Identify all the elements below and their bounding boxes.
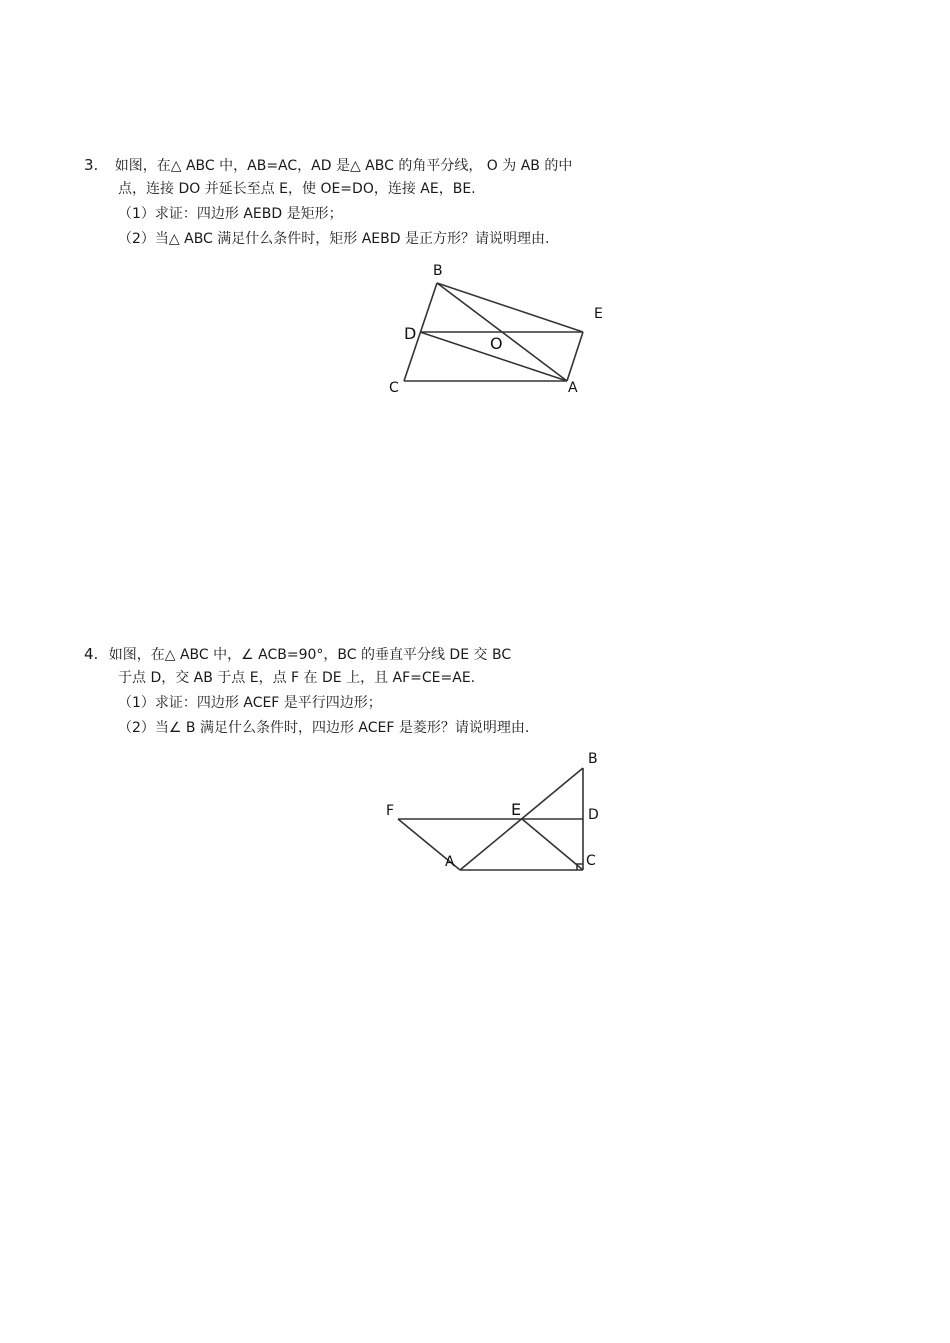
problem-4-line-1 xyxy=(84,645,511,664)
label-c: C xyxy=(586,853,596,869)
problem-4-figure xyxy=(380,745,620,885)
label-c: C xyxy=(389,380,399,396)
problem-3-line-1 xyxy=(84,156,572,175)
problem-3-part-1: （1）求证：四边形 AEBD 是矩形； xyxy=(118,206,343,222)
segment-ea xyxy=(567,332,583,381)
label-f: F xyxy=(386,803,395,819)
segment-be xyxy=(437,283,583,332)
problem-4-number: 4. xyxy=(84,645,99,663)
problem-3-figure xyxy=(380,255,620,400)
label-e: E xyxy=(511,800,522,819)
label-d: D xyxy=(588,807,599,823)
problem-4-part-2: （2）当∠ B 满足什么条件时，四边形 ACEF 是菱形？请说明理由. xyxy=(118,720,530,736)
problem-3-statement-2: 点，连接 DO 并延长至点 E，使 OE=DO，连接 AE，BE. xyxy=(118,181,476,197)
problem-4-statement-2: 于点 D，交 AB 于点 E，点 F 在 DE 上，且 AF=CE=AE. xyxy=(118,670,476,686)
label-b: B xyxy=(433,263,443,279)
label-d: D xyxy=(404,324,417,343)
problem-3-statement-1: 如图，在△ ABC 中，AB=AC，AD 是△ ABC 的角平分线， O 为 AB 的中 xyxy=(114,158,573,174)
label-o: O xyxy=(490,334,503,353)
problem-3-part-2: （2）当△ ABC 满足什么条件时，矩形 AEBD 是正方形？请说明理由. xyxy=(118,231,550,247)
problem-4-statement-1: 如图，在△ ABC 中，∠ ACB=90°，BC 的垂直平分线 DE 交 BC xyxy=(108,647,512,663)
segment-ec xyxy=(522,819,583,870)
problem-3-number: 3. xyxy=(84,156,99,174)
problem-4-part-1: （1）求证：四边形 ACEF 是平行四边形； xyxy=(118,695,382,711)
label-b: B xyxy=(588,751,598,767)
label-a: A xyxy=(568,380,578,396)
label-a: A xyxy=(445,854,455,870)
label-e: E xyxy=(594,306,603,322)
